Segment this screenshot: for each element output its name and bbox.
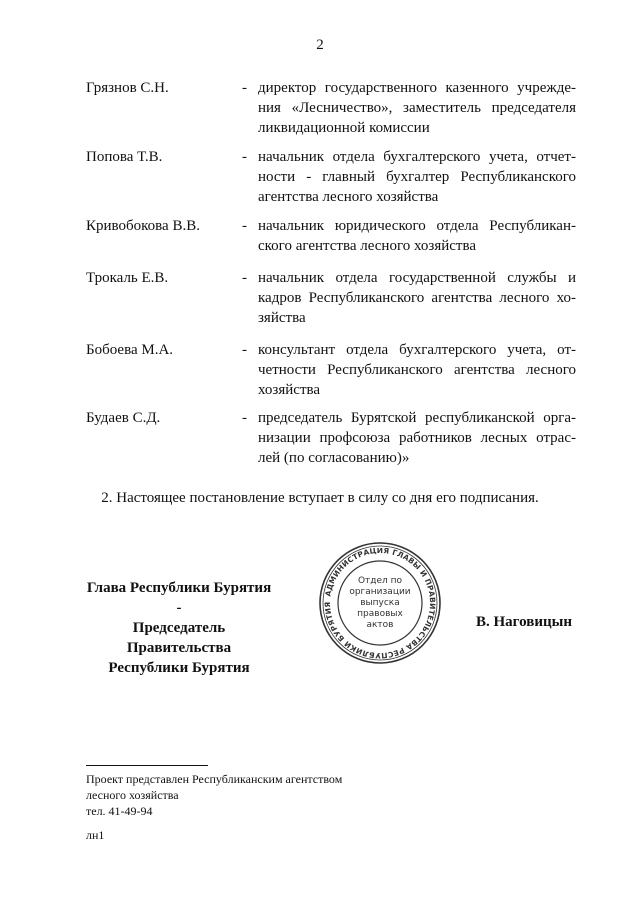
member-dash: - [242, 270, 247, 286]
footnote-line: лесного хозяйства [86, 788, 179, 802]
member-role: председатель Бурятской республиканской орга-низации профсоюза работников лесных отрас-лей (по согласованию)» [258, 410, 576, 466]
footnote-line: Проект представлен Республиканским агентством [86, 772, 343, 786]
member-role: консультант отдела бухгалтерского учета, от-четности Республиканского агентства лесного хозяйства [258, 342, 576, 398]
signatory-title-line: Республики Бурятия [108, 660, 250, 676]
member-role: директор государственного казенного учрежде-ния «Лесничество», заместитель председателя ликвидационной комиссии [258, 80, 576, 136]
seal-ring-text: АДМИНИСТРАЦИЯ ГЛАВЫ И ПРАВИТЕЛЬСТВА РЕСПУБЛИКИ БУРЯТИЯ [322, 545, 438, 661]
seal-center-line: актов [366, 620, 394, 630]
member-role: начальник юридического отдела Республикан-ского агентства лесного хозяйства [258, 218, 576, 254]
signatory-title-line: Глава Республики Бурятия - [86, 580, 272, 616]
member-dash: - [242, 80, 247, 96]
signatory-name: В. Наговицын [476, 614, 572, 630]
signatory-title-line: Председатель Правительства [126, 620, 232, 656]
member-name: Грязнов С.Н. [86, 80, 169, 96]
seal-center-line: правовых [357, 609, 403, 619]
official-seal [318, 541, 442, 665]
member-dash: - [242, 218, 247, 234]
seal-center-line: организации [349, 587, 411, 597]
document-marker: лн1 [86, 828, 105, 842]
footnote [86, 771, 426, 819]
member-dash: - [242, 342, 247, 358]
seal-center-line: выпуска [360, 598, 400, 608]
footnote-line: тел. 41-49-94 [86, 804, 153, 818]
member-name: Будаев С.Д. [86, 410, 161, 426]
footnote-divider [86, 765, 208, 766]
member-role: начальник отдела государственной службы и кадров Республиканского агентства лесного хо-зяйства [258, 270, 576, 326]
page-number: 2 [316, 37, 324, 53]
seal-center-line: Отдел по [357, 576, 403, 586]
member-role: начальник отдела бухгалтерского учета, отчет-ности - главный бухгалтер Республиканского агентства лесного хозяйства [258, 149, 576, 205]
member-dash: - [242, 149, 247, 165]
seal-graphic [318, 541, 442, 665]
effective-clause: 2. Настоящее постановление вступает в силу со дня его подписания. [101, 490, 539, 506]
member-name: Трокаль Е.В. [86, 270, 169, 286]
member-dash: - [242, 410, 247, 426]
member-name: Попова Т.В. [86, 149, 163, 165]
signatory-title [84, 578, 274, 678]
member-name: Бобоева М.А. [86, 342, 174, 358]
member-name: Кривобокова В.В. [86, 218, 200, 234]
